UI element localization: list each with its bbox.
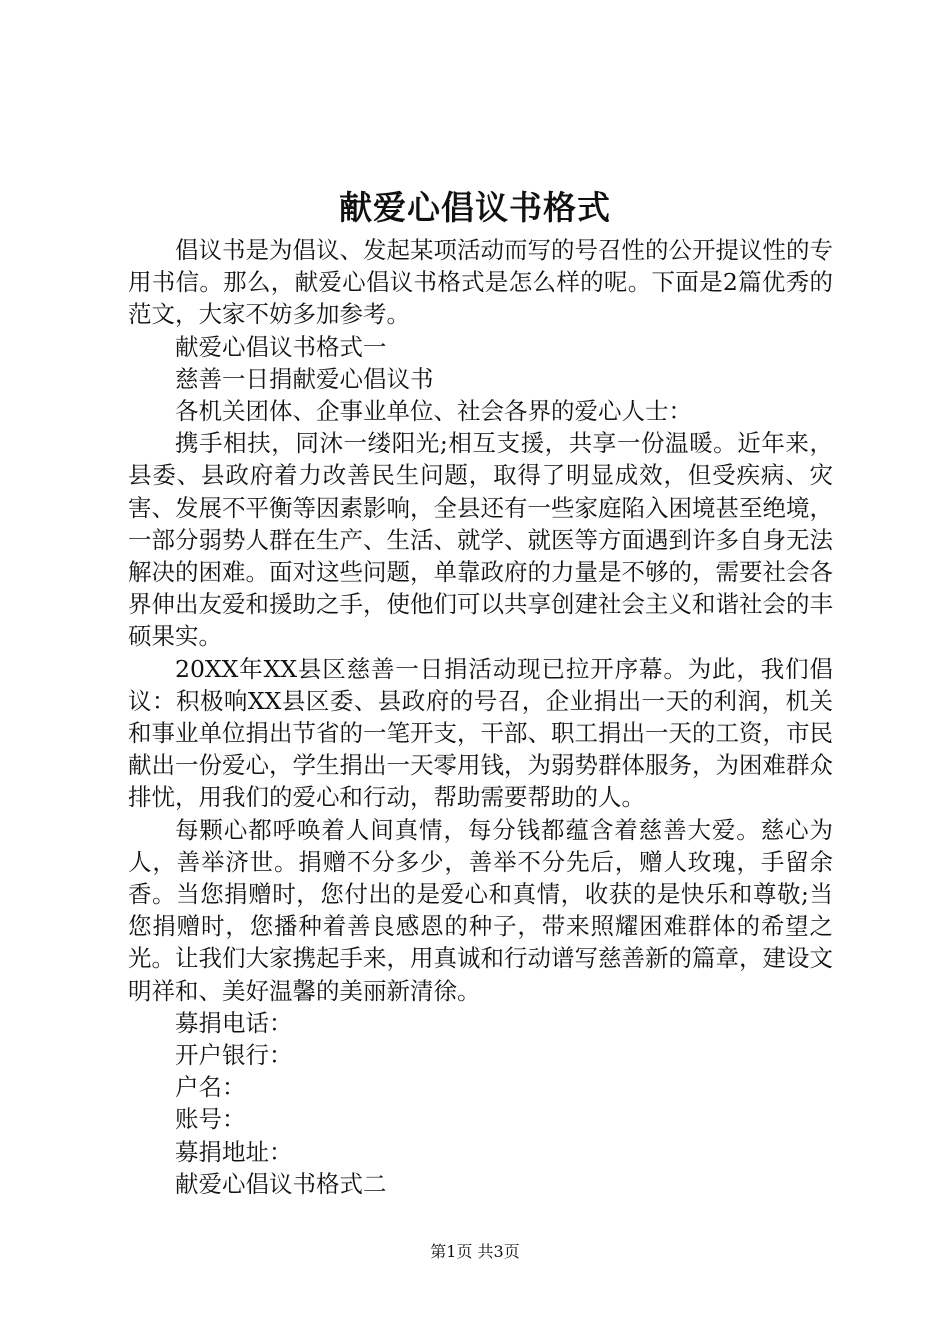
bank-label: 开户银行： — [175, 1041, 293, 1070]
account-name-label: 户名： — [175, 1073, 246, 1102]
sample1-heading: 献爱心倡议书格式一 — [175, 332, 387, 361]
donation-phone-label: 募捐电话： — [175, 1008, 293, 1037]
document-title: 献爱心倡议书格式 — [339, 188, 611, 227]
sample1-title: 慈善一日捐献爱心倡议书 — [175, 364, 434, 393]
salutation: 各机关团体、企事业单位、社会各界的爱心人士： — [175, 397, 692, 426]
body-paragraph-1: 携手相扶，同沐一缕阳光;相互支援，共享一份温暖。近年来，县委、县政府着力改善民生问题，取得了明显成效，但受疾病、灾害、发展不平衡等因素影响，全县还有一些家庭陷入困境甚至绝境，一部分弱势人群在生产、生活、就学、就医等方面遇到许多自身无法解决的困难。面对这些问题，单靠政府的力量是不够的，需要社会各界伸出友爱和援助之手，使他们可以共享创建社会主义和谐社会的丰硕果实。 — [128, 429, 833, 651]
body-paragraph-3: 每颗心都呼唤着人间真情，每分钱都蕴含着慈善大爱。慈心为人，善举济世。捐赠不分多少，善举不分先后，赠人玫瑰，手留余香。当您捐赠时，您付出的是爱心和真情，收获的是快乐和尊敬;当您捐赠时，您播种着善良感恩的种子，带来照耀困难群体的希望之光。让我们大家携起手来，用真诚和行动谱写慈善新的篇章，建设文明祥和、美好温馨的美丽新清徐。 — [128, 815, 833, 1005]
account-number-label: 账号： — [175, 1105, 246, 1134]
page-indicator: 第1页 共3页 — [430, 1242, 520, 1261]
sample2-heading: 献爱心倡议书格式二 — [175, 1169, 387, 1198]
intro-paragraph: 倡议书是为倡议、发起某项活动而写的号召性的公开提议性的专用书信。那么，献爱心倡议书格式是怎么样的呢。下面是2篇优秀的范文，大家不妨多加参考。 — [128, 236, 833, 329]
body-paragraph-2: 20XX年XX县区慈善一日捐活动现已拉开序幕。为此，我们倡议：积极响XX县区委、县政府的号召，企业捐出一天的利润，机关和事业单位捐出节省的一笔开支，干部、职工捐出一天的工资，市民献出一份爱心，学生捐出一天零用钱，为弱势群体服务，为困难群众排忧，用我们的爱心和行动，帮助需要帮助的人。 — [128, 654, 833, 812]
donation-address-label: 募捐地址： — [175, 1137, 293, 1166]
document-body — [128, 234, 833, 1200]
